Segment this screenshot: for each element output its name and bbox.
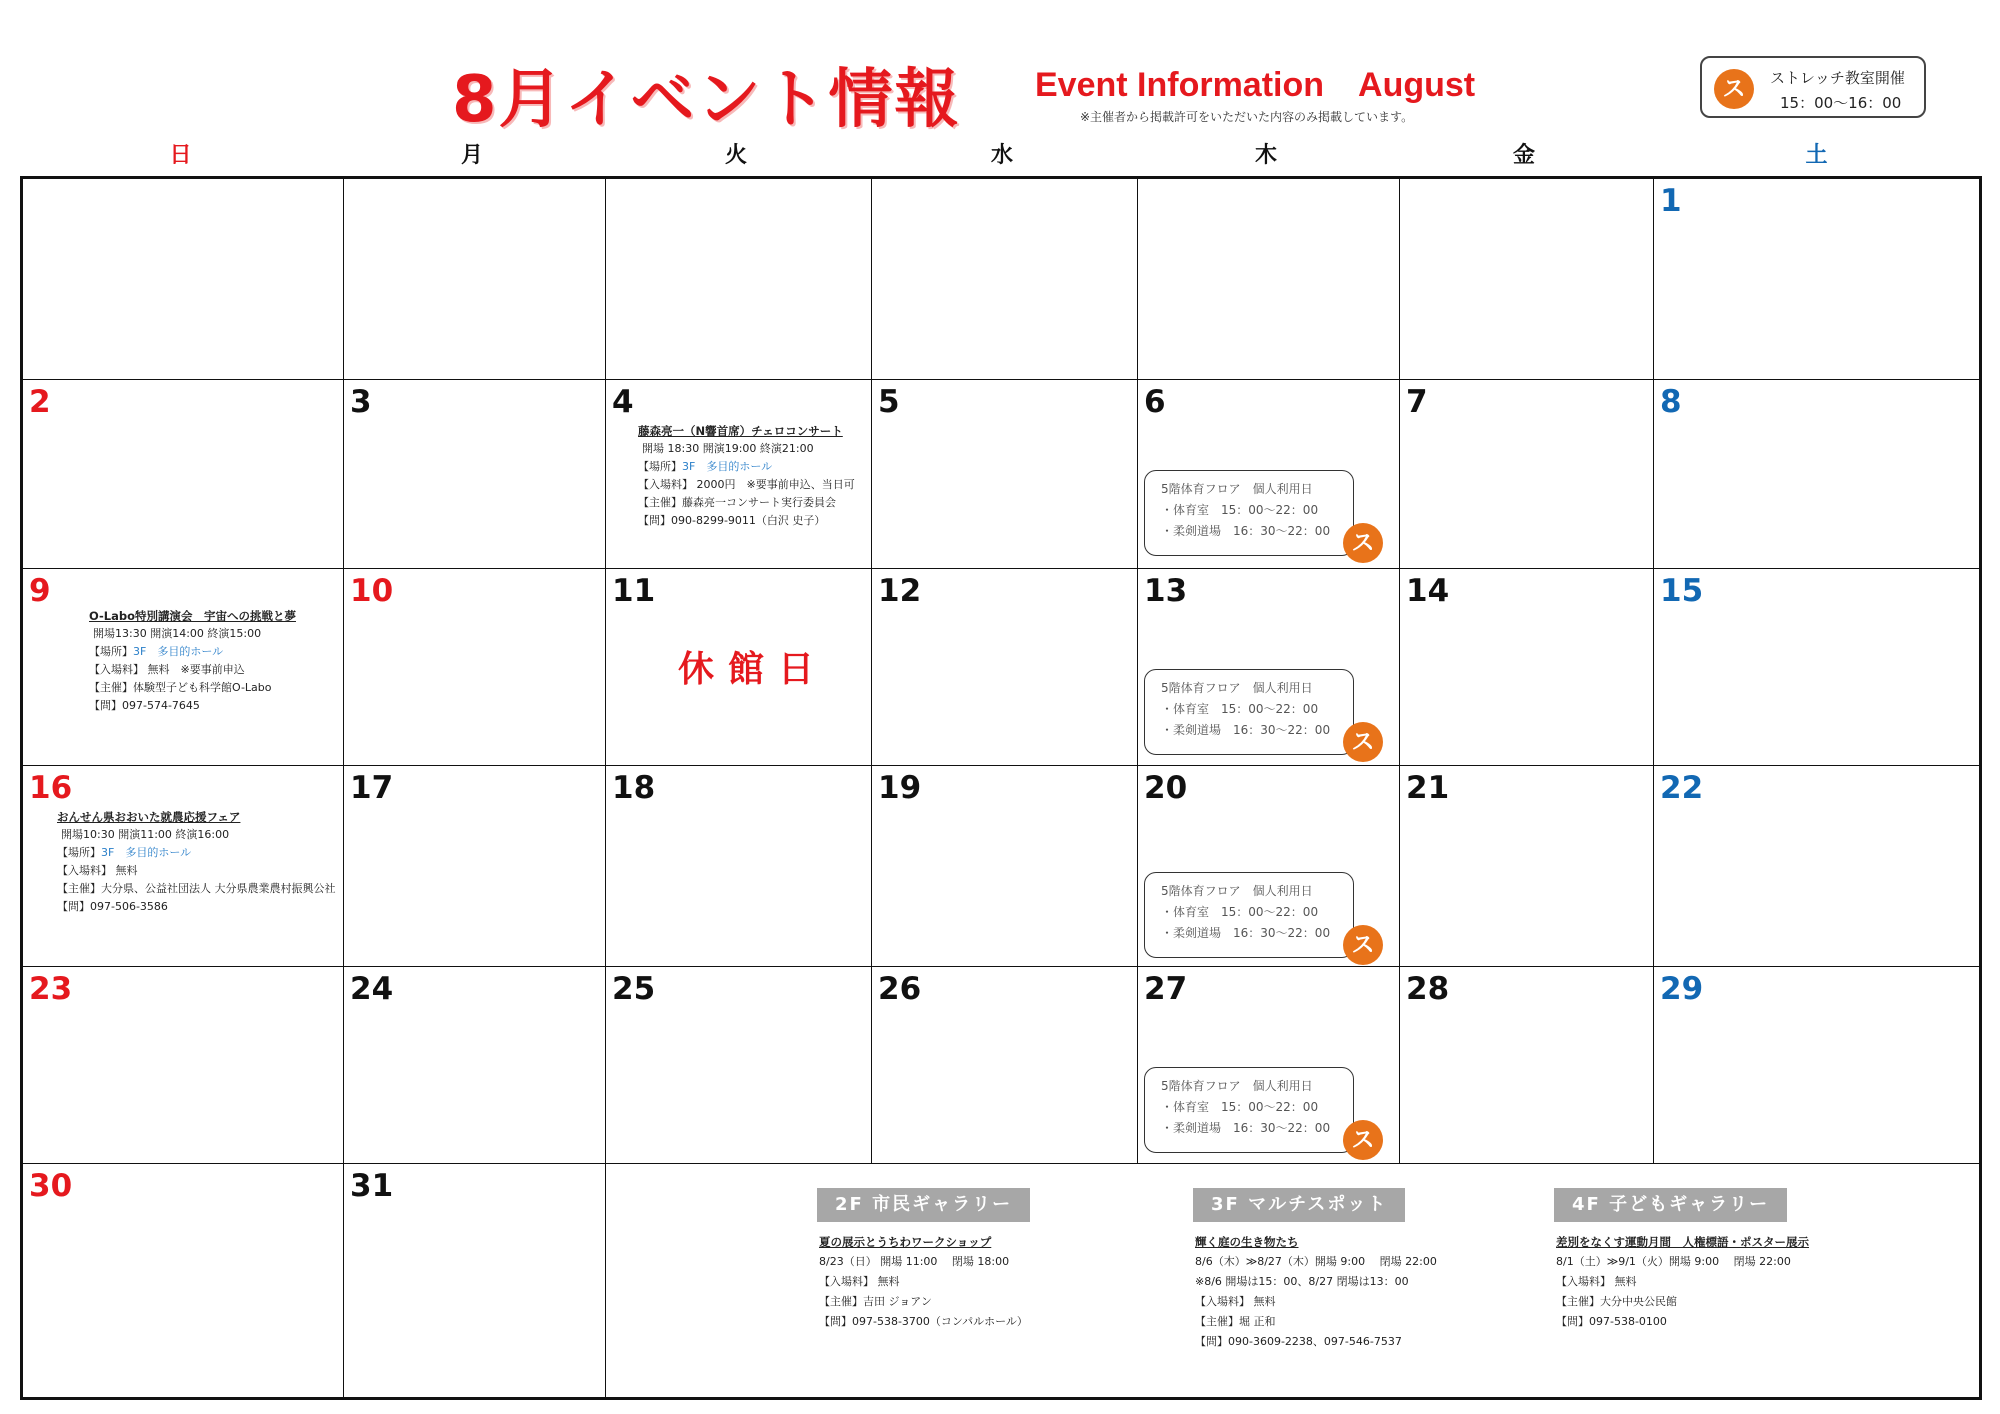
gallery-3f-info [1195, 1232, 1437, 1352]
day-cell-6 [1138, 380, 1400, 569]
page-title-english [1035, 66, 1475, 105]
gallery-line: 【主催】堀 正和 [1195, 1315, 1276, 1328]
stretch-badge-icon: ス [1714, 69, 1754, 109]
date-number: 4 [612, 384, 634, 420]
day-cell-1 [1654, 179, 1979, 380]
gym-line1: ・体育室 15：00〜22：00 [1161, 905, 1319, 919]
day-cell-29 [1654, 967, 1979, 1164]
gym-line1: ・体育室 15：00〜22：00 [1161, 1100, 1319, 1114]
date-number: 19 [878, 770, 922, 806]
event-agri-fair [57, 808, 336, 916]
gym-line1: ・体育室 15：00〜22：00 [1161, 702, 1319, 716]
date-number: 17 [350, 770, 394, 806]
gym-line2: ・柔剣道場 16：30〜22：00 [1161, 524, 1331, 538]
event-time: 開場 18:30 開演19:00 終演21:00 [642, 442, 814, 455]
day-cell-24 [344, 967, 606, 1164]
stretch-badge-icon: ス [1343, 523, 1383, 563]
gym-title: 5階体育フロア 個人利用日 [1161, 681, 1313, 695]
weekday-mon: 月 [460, 143, 483, 168]
day-cell-empty [1400, 179, 1654, 380]
event-place-label: 【場所】 [89, 645, 133, 658]
event-title: 藤森亮一（N響首席）チェロコンサート [638, 424, 843, 438]
event-fee: 【入場料】 無料 [57, 864, 138, 877]
gym-title: 5階体育フロア 個人利用日 [1161, 1079, 1313, 1093]
event-host: 【主催】体験型子ども科学館O-Labo [89, 681, 272, 694]
legend-title: ストレッチ教室開催 [1770, 69, 1905, 87]
event-host: 【主催】藤森亮一コンサート実行委員会 [638, 496, 836, 509]
date-number: 8 [1660, 384, 1682, 420]
date-number: 27 [1144, 971, 1188, 1007]
date-number: 28 [1406, 971, 1450, 1007]
event-place: 3F 多目的ホール [133, 645, 224, 658]
event-olabo-lecture [89, 607, 296, 715]
day-cell-25 [606, 967, 872, 1164]
weekday-tue: 火 [724, 143, 747, 168]
weekday-thu: 木 [1254, 143, 1277, 168]
date-number: 2 [29, 384, 51, 420]
gallery-2f-info [819, 1232, 1028, 1332]
date-number: 14 [1406, 573, 1450, 609]
stretch-badge-icon: ス [1343, 722, 1383, 762]
day-cell-16 [23, 766, 344, 967]
gym-line2: ・柔剣道場 16：30〜22：00 [1161, 1121, 1331, 1135]
day-cell-empty [606, 179, 872, 380]
date-number: 20 [1144, 770, 1188, 806]
event-time: 開場13:30 開演14:00 終演15:00 [93, 627, 262, 640]
legend-time: 15：00〜16：00 [1780, 94, 1902, 112]
gallery-line: 【問】097-538-0100 [1556, 1315, 1667, 1328]
title-en-part2: August [1358, 66, 1476, 104]
gym-title: 5階体育フロア 個人利用日 [1161, 482, 1313, 496]
weekday-fri: 金 [1512, 143, 1535, 168]
day-cell-3 [344, 380, 606, 569]
gallery-line: 【入場料】 無料 [1556, 1275, 1637, 1288]
gallery-2f-heading: 2F 市民ギャラリー [817, 1188, 1030, 1222]
date-number: 10 [350, 573, 394, 609]
gallery-line: 8/1（土）≫9/1（火）開場 9:00 閉場 22:00 [1556, 1255, 1791, 1268]
date-number: 6 [1144, 384, 1166, 420]
day-cell-2 [23, 380, 344, 569]
day-cell-11 [606, 569, 872, 766]
date-number: 22 [1660, 770, 1704, 806]
date-number: 13 [1144, 573, 1188, 609]
day-cell-14 [1400, 569, 1654, 766]
date-number: 25 [612, 971, 656, 1007]
closed-day-label: 休館日 [678, 649, 829, 690]
weekday-wed: 水 [990, 143, 1013, 168]
date-number: 9 [29, 573, 51, 609]
day-cell-7 [1400, 380, 1654, 569]
date-number: 24 [350, 971, 394, 1007]
page-title: 8月イベント情報 [452, 63, 961, 137]
gallery-line: 【主催】吉田 ジョアン [819, 1295, 932, 1308]
gym-title: 5階体育フロア 個人利用日 [1161, 884, 1313, 898]
day-cell-empty [872, 179, 1138, 380]
date-number: 16 [29, 770, 73, 806]
day-cell-9 [23, 569, 344, 766]
day-cell-5 [872, 380, 1138, 569]
day-cell-10 [344, 569, 606, 766]
event-title: おんせん県おおいた就農応援フェア [57, 810, 241, 824]
stretch-badge-icon: ス [1343, 925, 1383, 965]
event-contact: 【問】097-574-7645 [89, 699, 200, 712]
day-cell-12 [872, 569, 1138, 766]
date-number: 31 [350, 1168, 394, 1204]
day-cell-13 [1138, 569, 1400, 766]
weekday-sun: 日 [169, 143, 192, 168]
calendar-grid [20, 176, 1982, 1400]
gallery-line: 【主催】大分中央公民館 [1556, 1295, 1677, 1308]
day-cell-27 [1138, 967, 1400, 1164]
gallery-line: 8/23（日） 開場 11:00 閉場 18:00 [819, 1255, 1010, 1268]
date-number: 23 [29, 971, 73, 1007]
event-cello-concert [638, 422, 855, 530]
day-cell-21 [1400, 766, 1654, 967]
gym-line2: ・柔剣道場 16：30〜22：00 [1161, 723, 1331, 737]
event-place-label: 【場所】 [638, 460, 682, 473]
event-fee: 【入場料】 無料 ※要事前申込 [89, 663, 245, 676]
event-place: 3F 多目的ホール [101, 846, 192, 859]
date-number: 30 [29, 1168, 73, 1204]
day-cell-15 [1654, 569, 1979, 766]
day-cell-28 [1400, 967, 1654, 1164]
event-time: 開場10:30 開演11:00 終演16:00 [61, 828, 230, 841]
day-cell-19 [872, 766, 1138, 967]
gym-line2: ・柔剣道場 16：30〜22：00 [1161, 926, 1331, 940]
day-cell-26 [872, 967, 1138, 1164]
title-en-part1: Event Information [1035, 66, 1325, 104]
gym-open-day-box [1144, 669, 1375, 755]
day-cell-8 [1654, 380, 1979, 569]
day-cell-30 [23, 1164, 344, 1397]
event-place-label: 【場所】 [57, 846, 101, 859]
stretch-class-legend [1700, 56, 1926, 118]
date-number: 29 [1660, 971, 1704, 1007]
day-cell-23 [23, 967, 344, 1164]
day-cell-empty [23, 179, 344, 380]
event-contact: 【問】090-8299-9011（白沢 史子） [638, 514, 826, 527]
gallery-line: 【入場料】 無料 [1195, 1295, 1276, 1308]
event-host: 【主催】大分県、公益社団法人 大分県農業農村振興公社 [57, 882, 336, 895]
date-number: 18 [612, 770, 656, 806]
date-number: 3 [350, 384, 372, 420]
gallery-line: 【問】090-3609-2238、097-546-7537 [1195, 1335, 1402, 1348]
day-cell-17 [344, 766, 606, 967]
publication-notice: ※主催者から掲載許可をいただいた内容のみ掲載しています。 [1080, 110, 1414, 124]
gallery-line: 8/6（木）≫8/27（木）開場 9:00 閉場 22:00 [1195, 1255, 1437, 1268]
date-number: 1 [1660, 183, 1682, 219]
weekday-sat: 土 [1805, 143, 1828, 168]
gallery-4f-info [1556, 1232, 1809, 1332]
gallery-panel [606, 1164, 1979, 1397]
gallery-title: 輝く庭の生き物たち [1195, 1235, 1299, 1249]
day-cell-empty [1138, 179, 1400, 380]
event-contact: 【問】097-506-3586 [57, 900, 168, 913]
event-fee: 【入場料】 2000円 ※要事前申込、当日可 [638, 478, 855, 491]
gallery-line: 【問】097-538-3700（コンパルホール） [819, 1315, 1028, 1328]
day-cell-20 [1138, 766, 1400, 967]
date-number: 5 [878, 384, 900, 420]
gallery-3f-heading: 3F マルチスポット [1193, 1188, 1405, 1222]
gallery-title: 夏の展示とうちわワークショップ [819, 1235, 992, 1249]
gallery-line: 【入場料】 無料 [819, 1275, 900, 1288]
gym-open-day-box [1144, 872, 1375, 958]
date-number: 7 [1406, 384, 1428, 420]
stretch-badge-icon: ス [1343, 1120, 1383, 1160]
date-number: 12 [878, 573, 922, 609]
event-place: 3F 多目的ホール [682, 460, 773, 473]
date-number: 21 [1406, 770, 1450, 806]
gym-open-day-box [1144, 470, 1375, 556]
gym-line1: ・体育室 15：00〜22：00 [1161, 503, 1319, 517]
date-number: 26 [878, 971, 922, 1007]
day-cell-4 [606, 380, 872, 569]
day-cell-18 [606, 766, 872, 967]
gallery-title: 差別をなくす運動月間 人権標語・ポスター展示 [1556, 1235, 1809, 1249]
gym-open-day-box [1144, 1067, 1375, 1153]
gallery-line: ※8/6 開場は15：00、8/27 閉場は13：00 [1195, 1275, 1409, 1288]
event-title: O-Labo特別講演会 宇宙への挑戦と夢 [89, 609, 296, 623]
day-cell-31 [344, 1164, 606, 1397]
day-cell-empty [344, 179, 606, 380]
date-number: 11 [612, 573, 656, 609]
gallery-4f-heading: 4F 子どもギャラリー [1554, 1188, 1787, 1222]
date-number: 15 [1660, 573, 1704, 609]
day-cell-22 [1654, 766, 1979, 967]
